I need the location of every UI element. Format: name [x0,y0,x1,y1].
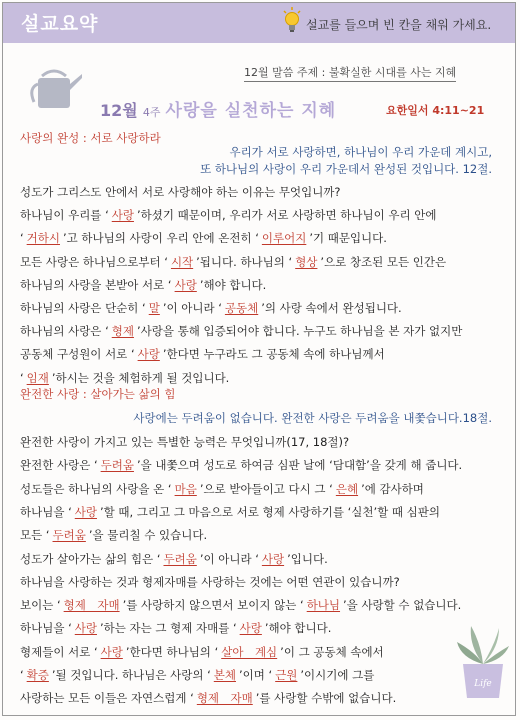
fill-in-answer: 사랑 [74,504,97,519]
section2-scripture [133,410,492,427]
fill-in-answer: 형제 자매 [63,598,120,613]
fill-in-answer: 두려움 [163,551,197,566]
body-text: ’기 때문입니다. [309,231,387,246]
body-text: ‘ [20,231,24,246]
body-text: ’이 아니라 ‘ [162,301,222,315]
fill-in-answer: 거하시 [26,231,60,246]
body-line [20,277,266,293]
fill-in-answer: 사랑 [100,644,123,659]
title-main: 사랑을 실천하는 지혜 [165,101,337,121]
body-text: ’으로 받아들이고 다시 그 ‘ [199,481,333,496]
body-text: ’사랑을 통해 입증되어야 합니다. 누구도 하나님을 본 자가 없지만 [136,324,463,339]
body-text: ’을 내쫓으며 성도로 하여금 심판 날에 ‘담대함’을 갖게 해 줍니다. [136,458,463,473]
body-text: ’하셨기 때문이며, 우리가 서로 사랑하면 하나님이 우리 안에 [136,208,437,223]
body-line [20,620,331,636]
body-line [20,457,462,473]
body-line [20,346,385,362]
body-text: ’입니다. [287,551,328,566]
body-line [20,370,229,386]
title-week: 4주 [142,106,161,119]
body-text: ’고 하나님의 사랑이 우리 안에 온전히 ‘ [62,231,259,246]
scripture-line: 또 하나님의 사랑이 우리 가운데서 완성된 것입니다. 12절. [200,162,492,176]
fill-in-answer: 은혜 [335,481,359,496]
fill-in-answer: 두려움 [100,458,134,473]
watering-can-icon [24,62,84,122]
body-text: 성도가 살아가는 삶의 힘은 ‘ [20,551,161,566]
body-line [20,597,461,613]
body-text: ’하는 자는 그 형제 자매를 ‘ [99,621,237,636]
fill-in-answer: 두려움 [52,528,86,543]
body-line [20,690,396,706]
body-text: 성도가 그리스도 안에서 서로 사랑해야 하는 이유는 무엇입니까? [20,185,341,199]
body-text: ‘ [20,370,24,385]
body-text: ’이시기에 그를 [300,668,375,682]
fill-in-answer: 말 [148,301,160,315]
sermon-title [100,96,336,121]
body-text: 공동체 구성원이 서로 ‘ [20,347,135,362]
body-text: ’을 사랑할 수 없습니다. [343,598,462,613]
body-text: ’을 물리칠 수 있습니다. [88,528,208,543]
body-text: 하나님의 사랑은 ‘ [20,324,109,339]
potted-plant-icon [455,620,511,700]
body-line [20,184,341,200]
body-text: 보이는 ‘ [20,598,61,613]
body-text: 하나님을 ‘ [20,504,72,519]
body-text: ’해야 합니다. [264,621,332,636]
body-text: 하나님의 사랑은 단순히 ‘ [20,301,146,315]
body-text: ’이 그 공동체 속에서 [280,644,384,659]
scripture-line: 사랑에는 두려움이 없습니다. 완전한 사랑은 두려움을 내쫓습니다.18절. [133,411,492,425]
fill-in-answer: 임재 [26,370,49,385]
body-line [20,527,207,543]
body-text: 모든 ‘ [20,528,50,543]
body-text: ’이 아니라 ‘ [199,551,259,566]
body-line [20,504,440,520]
body-text: ‘ [20,668,24,682]
pot-label: Life [474,679,492,689]
body-text: ’한다면 하나님의 ‘ [125,644,219,659]
body-text: ’에 감사하며 [361,481,424,496]
body-text: 하나님을 ‘ [20,621,72,636]
fill-in-answer: 형제 [111,324,134,339]
scripture-line: 우리가 서로 사랑하면, 하나님이 우리 가운데 계시고, [229,145,492,159]
sermon-topic: 12월 말씀 주제 : 불확실한 시대를 사는 지혜 [244,64,456,82]
body-line [20,574,400,590]
fill-in-answer: 마음 [174,481,197,496]
body-line [20,254,446,270]
body-text: 사랑하는 모든 이들은 자연스럽게 ‘ [20,691,194,706]
body-line [20,551,328,567]
body-text: 하나님이 우리를 ‘ [20,208,109,223]
fill-in-answer: 사랑 [74,621,97,636]
body-text: ’이며 ‘ [239,668,273,682]
body-text: ’한다면 누구라도 그 공동체 속에 하나님께서 [162,347,385,362]
body-line [20,230,387,246]
fill-in-answer: 근원 [275,668,298,682]
header-title: 설교요약 [21,13,99,35]
body-text: 모든 사랑은 하나님으로부터 ‘ [20,254,168,269]
section1-scripture [200,144,492,178]
body-line [20,644,384,660]
fill-in-answer: 하나님 [306,598,341,613]
fill-in-answer: 형상 [295,254,318,269]
body-text: ’됩니다. 하나님의 ‘ [196,254,293,269]
body-text: ’를 사랑할 수밖에 없습니다. [255,691,397,706]
fill-in-answer: 사랑 [261,551,285,566]
fill-in-answer: 사랑 [239,621,262,636]
body-text: 형제들이 서로 ‘ [20,644,98,659]
fill-in-answer: 사랑 [111,208,134,223]
fill-in-answer: 확증 [26,668,49,682]
scripture-reference: 요한일서 4:11~21 [386,104,485,117]
fill-in-answer: 본체 [213,668,236,682]
body-text: ’해야 합니다. [199,277,267,292]
body-line [20,323,462,339]
fill-in-answer: 사랑 [174,277,197,292]
body-line [20,434,349,450]
title-month: 12월 [100,101,138,120]
body-text: 하나님을 사랑하는 것과 형제자매를 사랑하는 것에는 어떤 연관이 있습니까? [20,574,400,589]
fill-in-answer: 사랑 [137,347,160,362]
body-line [20,481,424,497]
body-line [20,207,436,223]
body-text: 하나님의 사랑을 본받아 서로 ‘ [20,277,172,292]
body-text: ’의 사랑 속에서 완성됩니다. [261,301,402,315]
body-text: 완전한 사랑은 ‘ [20,458,98,473]
body-text: ’를 사랑하지 않으면서 보이지 않는 ‘ [122,598,304,613]
body-text: 성도들은 하나님의 사랑을 온 ‘ [20,481,172,496]
body-text: ’할 때, 그리고 그 마음으로 서로 형제 사랑하기를 ‘실천’할 때 심판의 [99,504,440,519]
fill-in-answer: 형제 자매 [196,691,253,706]
body-text: ’하시는 것을 체험하게 될 것입니다. [51,370,230,385]
body-line [20,300,402,316]
body-text: ’될 것입니다. 하나님은 사랑의 ‘ [51,668,211,682]
body-line [20,667,374,683]
lightbulb-icon [282,6,302,36]
fill-in-answer: 시작 [170,254,194,269]
header-subtitle: 설교를 들으며 빈 칸을 채워 가세요. [306,18,492,32]
section1-heading: 사랑의 완성 : 서로 사랑하라 [20,131,161,145]
fill-in-answer: 공동체 [224,301,259,315]
body-text: ’으로 창조된 모든 인간은 [320,254,447,269]
body-text: 완전한 사랑이 가지고 있는 특별한 능력은 무엇입니까(17, 18절)? [20,435,350,449]
fill-in-answer: 살아 계심 [221,644,278,659]
fill-in-answer: 이루어지 [261,231,307,246]
section2-heading: 완전한 사랑 : 살아가는 삶의 힘 [20,387,176,401]
